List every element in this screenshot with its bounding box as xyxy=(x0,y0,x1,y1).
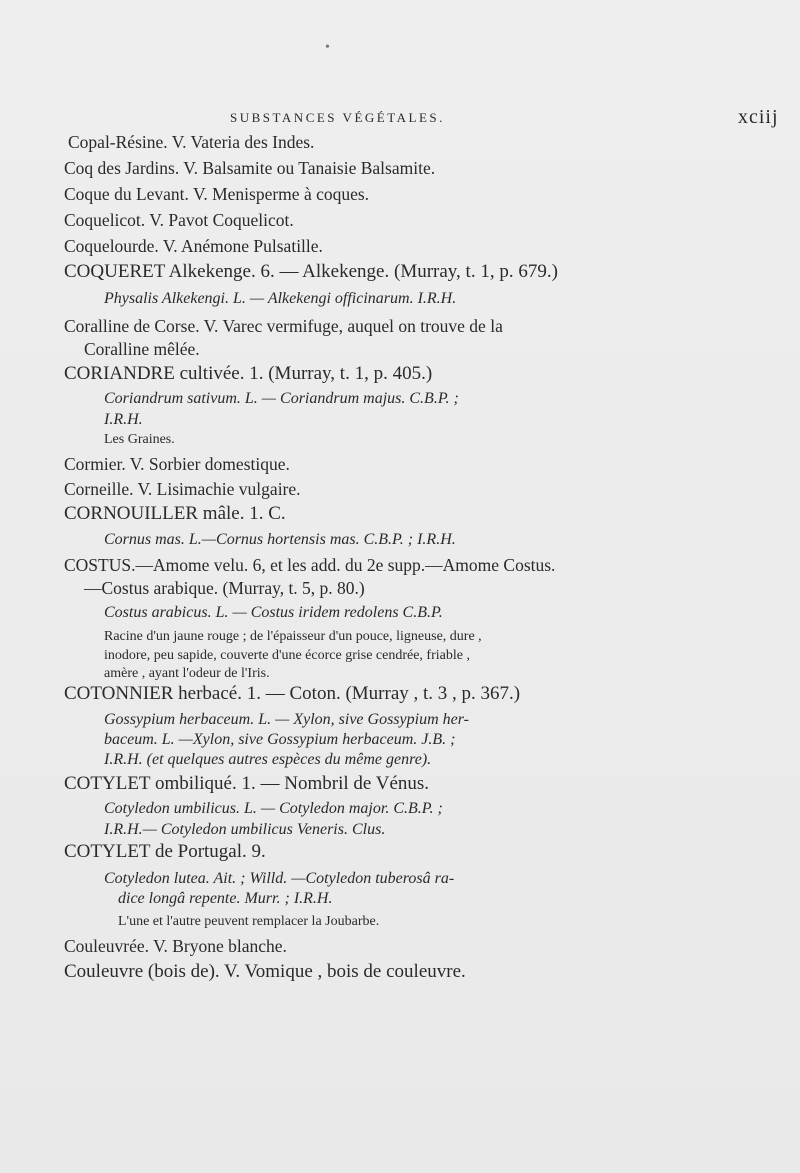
latin-synonym: Gossypium herbaceum. L. — Xylon, sive Gossypium her- xyxy=(104,711,469,728)
latin-synonym: Physalis Alkekengi. L. — Alkekengi officinarum. I.R.H. xyxy=(104,290,457,307)
entry-line: COSTUS.—Amome velu. 6, et les add. du 2e supp.—Amome Costus. xyxy=(64,555,556,575)
latin-synonym: I.R.H. xyxy=(104,411,143,428)
latin-synonym: Cornus mas. L.—Cornus hortensis mas. C.B.P. ; I.R.H. xyxy=(104,531,456,548)
latin-synonym: I.R.H. (et quelques autres espèces du même genre). xyxy=(104,751,432,768)
entry-line: COTONNIER herbacé. 1. — Coton. (Murray , t. 3 , p. 367.) xyxy=(64,683,521,704)
page-number: xciij xyxy=(738,106,779,128)
entry-line: Coquelicot. V. Pavot Coquelicot. xyxy=(64,210,294,230)
entry-line: Couleuvre (bois de). V. Vomique , bois de couleuvre. xyxy=(64,961,466,982)
note-line: inodore, peu sapide, couverte d'une écorce grise cendrée, friable , xyxy=(104,648,470,663)
entry-line: COTYLET ombiliqué. 1. — Nombril de Vénus. xyxy=(64,773,430,794)
note-line: Les Graines. xyxy=(104,432,175,447)
latin-synonym: I.R.H.— Cotyledon umbilicus Veneris. Clus. xyxy=(104,821,386,838)
print-mark: • xyxy=(325,40,330,55)
entry-line: CORIANDRE cultivée. 1. (Murray, t. 1, p. 405.) xyxy=(64,363,433,384)
entry-line: —Costus arabique. (Murray, t. 5, p. 80.) xyxy=(84,578,365,598)
latin-synonym: Coriandrum sativum. L. — Coriandrum majus. C.B.P. ; xyxy=(104,390,459,407)
note-line: Racine d'un jaune rouge ; de l'épaisseur d'un pouce, ligneuse, dure , xyxy=(104,629,482,644)
entry-line: Coralline de Corse. V. Varec vermifuge, auquel on trouve de la xyxy=(64,316,503,336)
entry-line: CORNOUILLER mâle. 1. C. xyxy=(64,503,286,524)
entry-line: COQUERET Alkekenge. 6. — Alkekenge. (Murray, t. 1, p. 679.) xyxy=(64,261,558,282)
entry-line: COTYLET de Portugal. 9. xyxy=(64,841,266,862)
entry-line: Coquelourde. V. Anémone Pulsatille. xyxy=(64,236,323,256)
latin-synonym: dice longâ repente. Murr. ; I.R.H. xyxy=(118,890,333,907)
entry-line: Coque du Levant. V. Menisperme à coques. xyxy=(64,184,370,204)
entry-line: Copal-Résine. V. Vateria des Indes. xyxy=(68,132,315,152)
entry-line: Corneille. V. Lisimachie vulgaire. xyxy=(64,479,301,499)
note-line: L'une et l'autre peuvent remplacer la Joubarbe. xyxy=(118,914,380,929)
entry-line: Coralline mêlée. xyxy=(84,339,200,359)
latin-synonym: Cotyledon umbilicus. L. — Cotyledon major. C.B.P. ; xyxy=(104,800,443,817)
latin-synonym: baceum. L. —Xylon, sive Gossypium herbaceum. J.B. ; xyxy=(104,731,456,748)
note-line: amère , ayant l'odeur de l'Iris. xyxy=(104,666,270,681)
entry-line: Couleuvrée. V. Bryone blanche. xyxy=(64,936,287,956)
entry-line: Cormier. V. Sorbier domestique. xyxy=(64,454,290,474)
entry-line: Coq des Jardins. V. Balsamite ou Tanaisie Balsamite. xyxy=(64,158,436,178)
latin-synonym: Costus arabicus. L. — Costus iridem redolens C.B.P. xyxy=(104,604,443,621)
running-title: SUBSTANCES VÉGÉTALES. xyxy=(230,110,445,125)
latin-synonym: Cotyledon lutea. Ait. ; Willd. —Cotyledon tuberosâ ra- xyxy=(104,870,455,887)
